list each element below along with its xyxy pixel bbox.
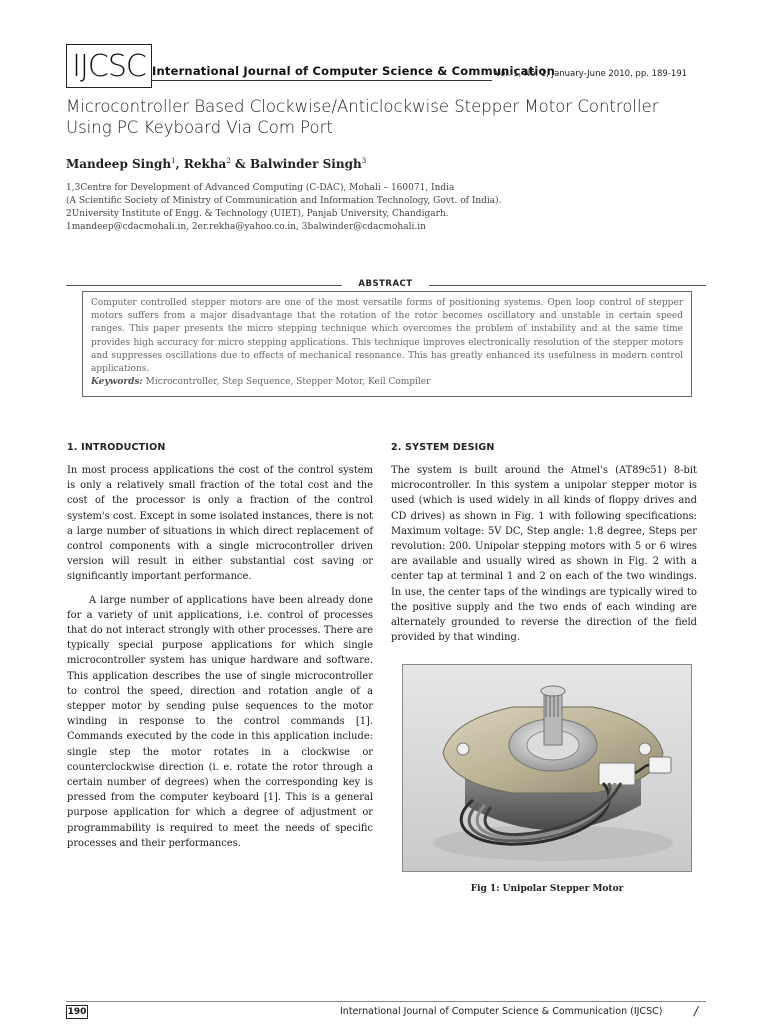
stepper-motor-photo [402, 664, 692, 872]
author-sup: 1 [171, 157, 176, 165]
affiliations [66, 182, 706, 234]
affiliation-line: (A Scientific Society of Ministry of Communication and Information Technology, Govt. of India). [66, 196, 502, 206]
affiliation-line: 1,3Centre for Development of Advanced Computing (C-DAC), Mohali – 160071, India [66, 183, 455, 193]
affiliation-line: 2University Institute of Engg. & Technology (UIET), Panjab University, Chandigarh. [66, 209, 449, 219]
abstract-rule-left [66, 285, 342, 286]
keywords-label: Keywords: [91, 377, 143, 388]
footer-journal-name: International Journal of Computer Science & Communication (IJCSC) [340, 1006, 663, 1017]
affiliation-emails: 1mandeep@cdacmohali.in, 2er.rekha@yahoo.co.in, 3balwinder@cdacmohali.in [66, 222, 426, 232]
abstract-rule-right [429, 285, 706, 286]
author-sup: 3 [361, 157, 367, 165]
intro-paragraph-2: A large number of applications have been already done for a variety of unit applications, i.e. control of processes that do not interact strongly with other processes. There are typically special purpose applications for which single microcontroller system has unique hardware and software. This application describes the use of single microcontroller to control the speed, direction and rotation angle of a stepper motor by sending pulse sequences to the motor winding in response to the control commands [1]. Commands executed by the code in this application include: single step the motor rotates in a clockwise or counterclockwise direction (i. e. rotate the rotor through a certain number of degrees) when the corresponding key is pressed from the computer keyboard [1]. This is a general purpose application for which a degree of adjustment or programmability is required to meet the needs of specific processes and their performances. [67, 594, 373, 849]
author-separator: , [175, 157, 184, 171]
stepper-motor-illustration [403, 665, 692, 872]
footer-rule [66, 1001, 706, 1002]
figure-caption: Fig 1: Unipolar Stepper Motor [470, 884, 624, 894]
abstract-text: Computer controlled stepper motors are one of the most versatile forms of positioning systems. Open loop control of stepper motors suffers from a major disadvantage that the rotation of the rotor becomes oscillatory and unstable in certain speed ranges. This paper presents the micro stepping technique which overcomes the problem of instability and at the same time provides high accuracy for micro stepping applications. This technique improves electronically resolution of the stepper motors and suppresses oscillations due to effects of mechanical resonance. This has greatly enhanced its usefulness in modern control applications. [91, 298, 683, 375]
author-name: Mandeep Singh [66, 157, 172, 171]
author-separator: & [230, 157, 250, 171]
footer-slash-decoration: / [694, 1004, 699, 1018]
header-rule [152, 80, 492, 81]
author-sup: 2 [226, 157, 231, 165]
design-paragraph-1: The system is built around the Atmel's (AT89c51) 8-bit microcontroller. In this system a unipolar stepper motor is used (which is used widely in all kinds of floppy drives and CD drives) as shown in Fig. 1 with following specifications: Maximum voltage: 5V DC, Step angle: 1.8 degree, Steps per revolution: 200. Unipolar stepping motors with 5 or 6 wires are available and usually wired as shown in Fig. 2 with a center tap at terminal 1 and 2 on each of the two windings. In use, the center taps of the windings are typically wired to the positive supply and the two ends of each winding are alternately grounded to reverse the direction of the field provided by that winding. [391, 465, 697, 644]
author-name: Rekha [183, 157, 227, 171]
right-column [391, 442, 697, 645]
journal-logo: IJCSC [66, 44, 152, 88]
left-column [67, 442, 373, 851]
abstract-label: ABSTRACT [358, 279, 413, 289]
section-heading-system-design: 2. SYSTEM DESIGN [391, 442, 495, 453]
paper-title: Microcontroller Based Clockwise/Anticlockwise Stepper Motor Controller Using PC Keyboard Via Com Port [66, 97, 659, 137]
journal-name: International Journal of Computer Science & Communication [152, 64, 555, 78]
author-name: Balwinder Singh [250, 157, 362, 171]
abstract-box [82, 291, 692, 397]
page-number: 190 [67, 1007, 87, 1017]
volume-info: Vol. 1, No. 1, January-June 2010, pp. 189-191 [495, 69, 688, 79]
author-list [66, 157, 366, 171]
keywords-text: Microcontroller, Step Sequence, Stepper Motor, Keil Compiler [145, 377, 431, 388]
section-heading-introduction: 1. INTRODUCTION [67, 442, 166, 453]
intro-paragraph-1: In most process applications the cost of the control system is only a relatively small fraction of the total cost and the cost of the processor is only a fraction of the control system's cost. Except in some isolated instances, there is not a large number of situations in which direct replacement of control components with a single microcontroller driven version will result in either substantial cost saving or significantly important performance. [67, 465, 373, 583]
